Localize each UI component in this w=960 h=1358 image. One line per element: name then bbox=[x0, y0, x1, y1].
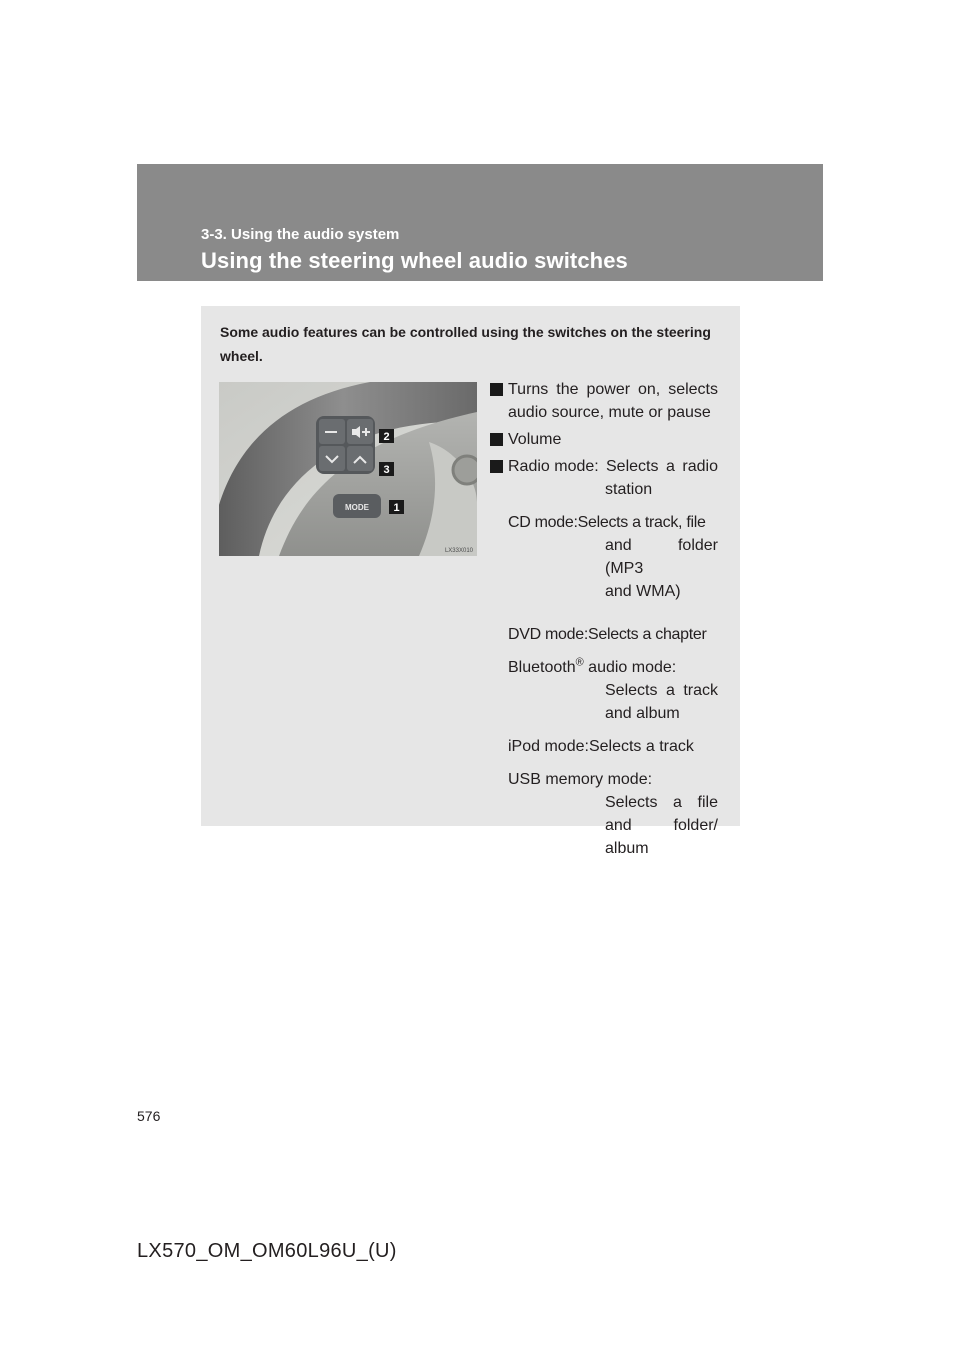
content-box bbox=[201, 306, 740, 857]
bluetooth-line2: and album bbox=[605, 705, 680, 722]
header-band bbox=[137, 164, 823, 281]
usb-line1: Selects a file bbox=[605, 794, 718, 811]
callout-1: 1 bbox=[393, 502, 400, 514]
item-2-text: Volume bbox=[508, 431, 562, 448]
radio-mode-label: Radio mode: bbox=[508, 458, 599, 475]
callout-marker-3 bbox=[490, 460, 503, 473]
bluetooth-name: Bluetooth bbox=[508, 659, 576, 676]
bluetooth-line1: Selects a track bbox=[605, 682, 718, 699]
usb-line3: album bbox=[605, 840, 649, 857]
bluetooth-mode-row bbox=[508, 656, 718, 679]
bluetooth-label: audio mode: bbox=[583, 659, 677, 676]
callout-3: 3 bbox=[383, 464, 390, 476]
cd-mode-line3: and WMA) bbox=[605, 583, 681, 600]
dvd-mode: DVD mode:Selects a chapter bbox=[508, 626, 707, 643]
mode-button-label: MODE bbox=[345, 503, 369, 512]
ipod-mode: iPod mode:Selects a track bbox=[508, 738, 694, 755]
steering-wheel-illustration bbox=[219, 382, 477, 556]
figure-code: LX33X010 bbox=[444, 548, 473, 554]
radio-mode-line2: station bbox=[605, 481, 653, 498]
page-number: 576 bbox=[137, 1108, 161, 1124]
radio-mode-row bbox=[508, 455, 718, 478]
item-1-line1: Turns the power on, selects bbox=[508, 381, 718, 398]
footer-code: LX570_OM_OM60L96U_(U) bbox=[137, 1240, 397, 1262]
callout-marker-2 bbox=[490, 433, 503, 446]
registered-mark: ® bbox=[575, 656, 584, 669]
cd-mode-line1: CD mode:Selects a track, file bbox=[508, 514, 706, 531]
list-item bbox=[490, 455, 718, 860]
usb-mode-label: USB memory mode: bbox=[508, 771, 653, 788]
switch-descriptions bbox=[490, 378, 718, 864]
item-1-line2: audio source, mute or pause bbox=[508, 404, 711, 421]
section-label: 3-3. Using the audio system bbox=[201, 226, 400, 243]
list-item bbox=[490, 428, 718, 451]
callout-marker-1 bbox=[490, 383, 503, 396]
page-title: Using the steering wheel audio switches bbox=[201, 248, 628, 273]
usb-line2: and folder/ bbox=[605, 817, 718, 834]
callout-2: 2 bbox=[383, 431, 390, 443]
radio-mode-line1: Selects a radio bbox=[606, 458, 718, 475]
list-item bbox=[490, 378, 718, 424]
cd-mode-line2: and folder (MP3 bbox=[605, 537, 718, 577]
steering-wheel-photo bbox=[219, 382, 477, 556]
intro-text: Some audio features can be controlled using the switches on the steering wheel. bbox=[220, 324, 711, 364]
